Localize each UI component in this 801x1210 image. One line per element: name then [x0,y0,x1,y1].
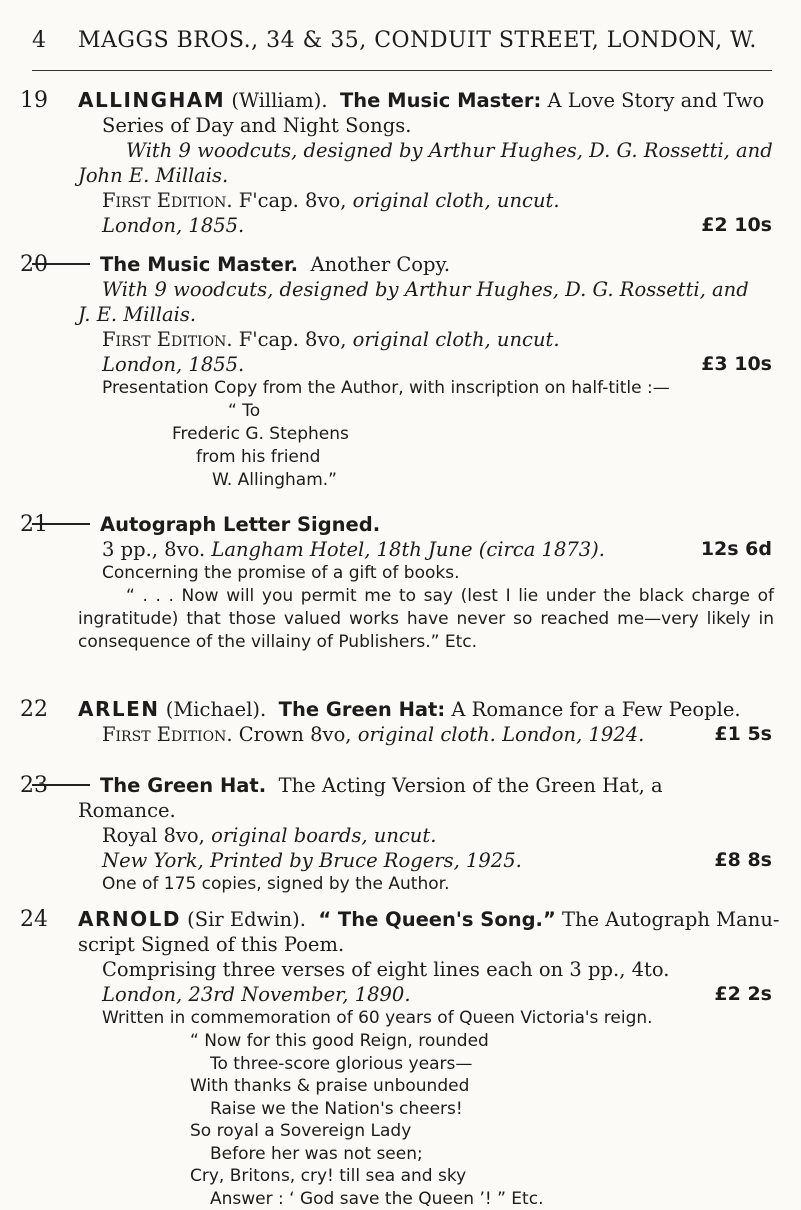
inscription-line: “ To [228,400,782,423]
entry-heading [78,88,782,113]
catalogue-entry-24 [20,907,782,1210]
book-title: The Green Hat: [279,698,446,721]
edition: First Edition. [102,189,233,212]
format: F'cap. 8vo, [239,189,347,212]
entry-heading [78,907,782,932]
header-text: MAGGS BROS., 34 & 35, CONDUIT STREET, LONDON, W. [78,28,757,53]
format: Royal 8vo, [102,824,205,847]
page-number: 4 [32,28,78,53]
catalogue-entry-21 [20,512,782,654]
catalogue-entry-19 [20,88,782,238]
binding: original cloth. [358,723,496,746]
entry-heading [78,252,782,277]
poem-line: Before her was not seen; [190,1143,782,1166]
entry-number: 23 [20,773,48,798]
edition-row [78,722,782,747]
illustration-note-cont: John E. Millais. [78,163,782,188]
illustration-note-cont: J. E. Millais. [78,302,782,327]
title-line-2: Series of Day and Night Songs. [78,113,782,138]
book-title: The Music Master: [340,89,541,112]
inscription-line: from his friend [196,446,782,469]
commemoration-note: Written in commemoration of 60 years of Queen Victoria's reign. [78,1007,782,1030]
poem-line: So royal a Sovereign Lady [190,1120,782,1143]
edition-line [78,188,782,213]
poem-line: “ Now for this good Reign, rounded [190,1030,782,1053]
details-row [78,537,782,562]
entry-number: 24 [20,907,48,932]
entry-number: 22 [20,697,48,722]
price: £8 8s [714,848,782,873]
price: 12s 6d [701,537,782,562]
price: £3 10s [701,352,782,377]
entry-heading [78,773,782,798]
binding: original boards, uncut. [211,824,436,847]
letter-quote: “ . . . Now will you permit me to say (lest I lie under the black charge of ingratitude) that those valued works have never so reached me—very likely in consequence of the villainy of Publishers.” Etc. [78,585,782,654]
price: £2 2s [714,982,782,1007]
format: 3 pp., 8vo. [102,538,205,561]
format-line [78,823,782,848]
illustration-note: With 9 woodcuts, designed by Arthur Hughes, D. G. Rossetti, and [78,138,782,163]
letter-subject: Concerning the promise of a gift of books. [78,562,782,585]
poem-line: To three-score glorious years— [190,1053,782,1076]
title-rest: The Acting Version of the Green Hat, a [279,774,663,797]
format: Crown 8vo, [239,723,352,746]
inscription-line: W. Allingham.” [212,469,782,492]
entry-number: 19 [20,88,48,113]
catalogue-entry-20 [20,252,782,492]
illustration-note: With 9 woodcuts, designed by Arthur Hughes, D. G. Rossetti, and [78,277,782,302]
edition: First Edition. [102,723,233,746]
inscription-line: Frederic G. Stephens [172,423,782,446]
imprint: London, 1855. [102,213,244,238]
author-details: (Michael). [166,698,267,721]
edition: First Edition. [102,328,233,351]
description: Comprising three verses of eight lines each on 3 pp., 4to. [78,957,782,982]
author-details: (Sir Edwin). [187,908,306,931]
entry-number: 21 [20,512,48,537]
imprint-row [78,982,782,1007]
entry-heading [78,697,782,722]
provenance-note: Presentation Copy from the Author, with inscription on half-title :— [78,377,782,400]
imprint-row [78,213,782,238]
poem-title: “ The Queen's Song.” [318,908,555,931]
imprint: London, 1855. [102,352,244,377]
title-rest: A Romance for a Few People. [451,698,740,721]
imprint: London, 23rd November, 1890. [102,982,411,1007]
limitation-note: One of 175 copies, signed by the Author. [78,873,782,896]
letter-place-date: Langham Hotel, 18th June (circa 1873). [211,538,605,561]
author-name: ARNOLD [78,907,181,931]
binding: original cloth, uncut. [353,189,560,212]
format: F'cap. 8vo, [239,328,347,351]
title-rest: A Love Story and Two [547,89,764,112]
imprint-row [78,848,782,873]
author-name: ARLEN [78,697,160,721]
item-title: Autograph Letter Signed. [100,513,380,536]
author-details: (William). [231,89,327,112]
author-name: ALLINGHAM [78,88,225,112]
page-header [32,28,772,53]
catalogue-entry-23 [20,773,782,896]
price: £2 10s [701,213,782,238]
poem-line: Cry, Britons, cry! till sea and sky [190,1165,782,1188]
title-line-2: script Signed of this Poem. [78,932,782,957]
header-rule [32,70,772,71]
poem-line: Raise we the Nation's cheers! [190,1098,782,1121]
book-title: The Music Master. [100,253,298,276]
catalogue-entry-22 [20,697,782,747]
entry-number: 20 [20,252,48,277]
price: £1 5s [714,722,782,747]
title-line-2: Romance. [78,798,782,823]
poem-line: With thanks & praise unbounded [190,1075,782,1098]
poem-excerpt [190,1030,782,1210]
edition-line [78,327,782,352]
imprint: London, 1924. [502,723,644,746]
title-rest: Another Copy. [311,253,451,276]
title-rest: The Autograph Manu- [562,908,780,931]
imprint-row [78,352,782,377]
entry-heading [78,512,782,537]
book-title: The Green Hat. [100,774,266,797]
poem-line: Answer : ‘ God save the Queen ’! ” Etc. [190,1188,782,1210]
imprint: New York, Printed by Bruce Rogers, 1925. [102,848,522,873]
binding: original cloth, uncut. [353,328,560,351]
